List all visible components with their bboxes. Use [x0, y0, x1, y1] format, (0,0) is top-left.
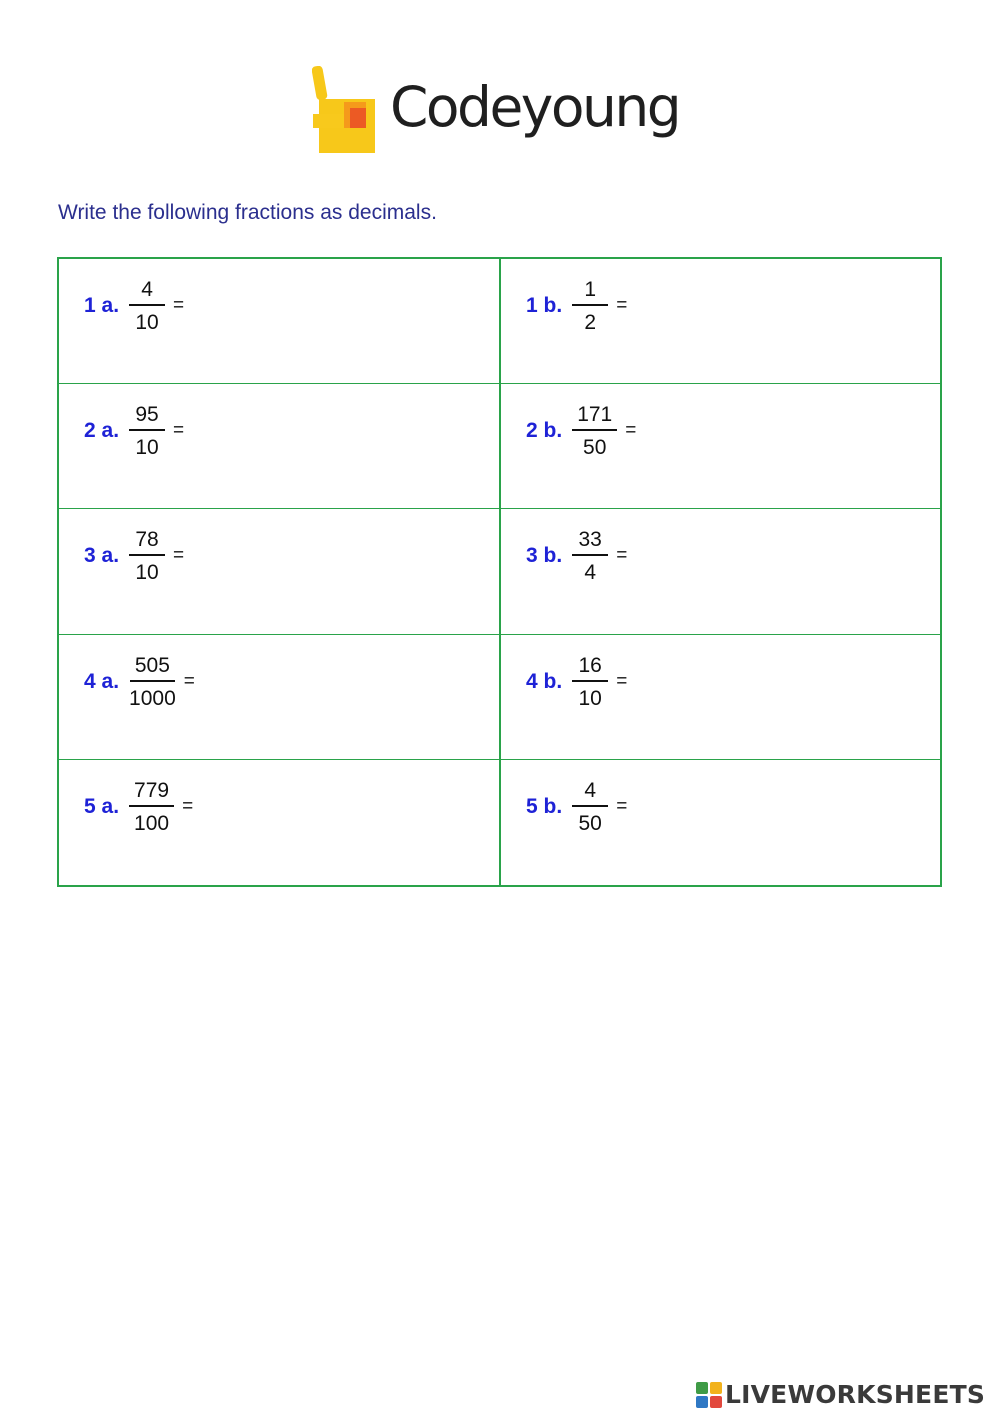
codeyoung-logo — [312, 66, 712, 166]
problem-cell — [59, 760, 501, 885]
denominator: 10 — [135, 561, 159, 585]
fraction — [129, 780, 174, 834]
fraction-problem — [84, 780, 193, 834]
problem-cell — [59, 259, 501, 384]
fraction-problem — [526, 780, 627, 834]
fraction — [572, 655, 608, 709]
equals-sign: = — [616, 670, 628, 692]
problem-cell — [501, 760, 940, 885]
denominator: 4 — [584, 561, 597, 585]
denominator: 10 — [135, 436, 159, 460]
numerator: 171 — [572, 404, 617, 431]
problem-label: 1 a. — [84, 294, 120, 317]
problem-label: 3 b. — [526, 544, 563, 568]
equals-sign: = — [173, 420, 185, 442]
problem-label: 1 b. — [526, 294, 563, 317]
equals-sign: = — [173, 295, 185, 316]
fraction — [129, 529, 165, 583]
numerator: 33 — [572, 529, 608, 556]
numerator: 1 — [572, 279, 608, 306]
equals-sign: = — [625, 420, 637, 442]
denominator: 50 — [578, 811, 602, 835]
problem-cell — [59, 635, 501, 760]
instruction-text: Write the following fractions as decimals. — [58, 201, 437, 224]
numerator: 95 — [129, 404, 165, 431]
equals-sign: = — [616, 545, 628, 567]
equals-sign: = — [173, 545, 185, 567]
fraction — [572, 529, 608, 583]
liveworksheets-brand — [696, 1380, 985, 1409]
liveworksheets-brand-text: LIVEWORKSHEETS — [725, 1380, 986, 1409]
problem-cell — [501, 259, 940, 384]
fraction-problem — [84, 404, 184, 458]
problem-label: 3 a. — [84, 544, 120, 568]
problem-label: 4 b. — [526, 669, 563, 693]
fraction — [129, 404, 165, 458]
fraction-problem — [84, 279, 184, 333]
numerator: 78 — [129, 529, 165, 556]
problem-label: 4 a. — [84, 669, 120, 693]
fraction-problem — [526, 279, 627, 333]
numerator: 4 — [572, 780, 608, 807]
problem-cell — [501, 384, 940, 509]
denominator: 50 — [583, 436, 607, 460]
problem-label: 2 b. — [526, 419, 563, 443]
numerator: 505 — [130, 655, 175, 682]
fraction-problem — [84, 655, 195, 709]
problem-cell — [59, 509, 501, 634]
codeyoung-logo-mark-icon — [312, 66, 378, 156]
fraction-problem — [526, 529, 627, 583]
problem-cell — [501, 635, 940, 760]
brand-name: Codeyoung — [390, 75, 680, 139]
fraction — [572, 404, 617, 458]
problem-cell — [501, 509, 940, 634]
fraction-problem — [526, 655, 627, 709]
fraction — [129, 655, 176, 709]
denominator: 100 — [134, 811, 170, 835]
equals-sign: = — [616, 795, 628, 817]
denominator: 1000 — [129, 686, 176, 710]
denominator: 10 — [135, 311, 159, 334]
denominator: 2 — [584, 311, 597, 334]
fraction — [129, 279, 165, 333]
numerator: 779 — [129, 780, 174, 807]
equals-sign: = — [183, 670, 195, 692]
numerator: 4 — [129, 279, 165, 306]
denominator: 10 — [578, 686, 602, 710]
fraction — [572, 279, 608, 333]
problem-label: 5 a. — [84, 794, 120, 818]
equals-sign: = — [182, 795, 194, 817]
fraction — [572, 780, 608, 834]
equals-sign: = — [616, 295, 628, 316]
fraction-problem — [84, 529, 184, 583]
problem-cell — [59, 384, 501, 509]
fraction-problems-table — [57, 257, 942, 887]
liveworksheets-icon — [696, 1382, 722, 1408]
numerator: 16 — [572, 655, 608, 682]
problem-label: 5 b. — [526, 794, 563, 818]
problem-label: 2 a. — [84, 419, 120, 443]
fraction-problem — [526, 404, 636, 458]
